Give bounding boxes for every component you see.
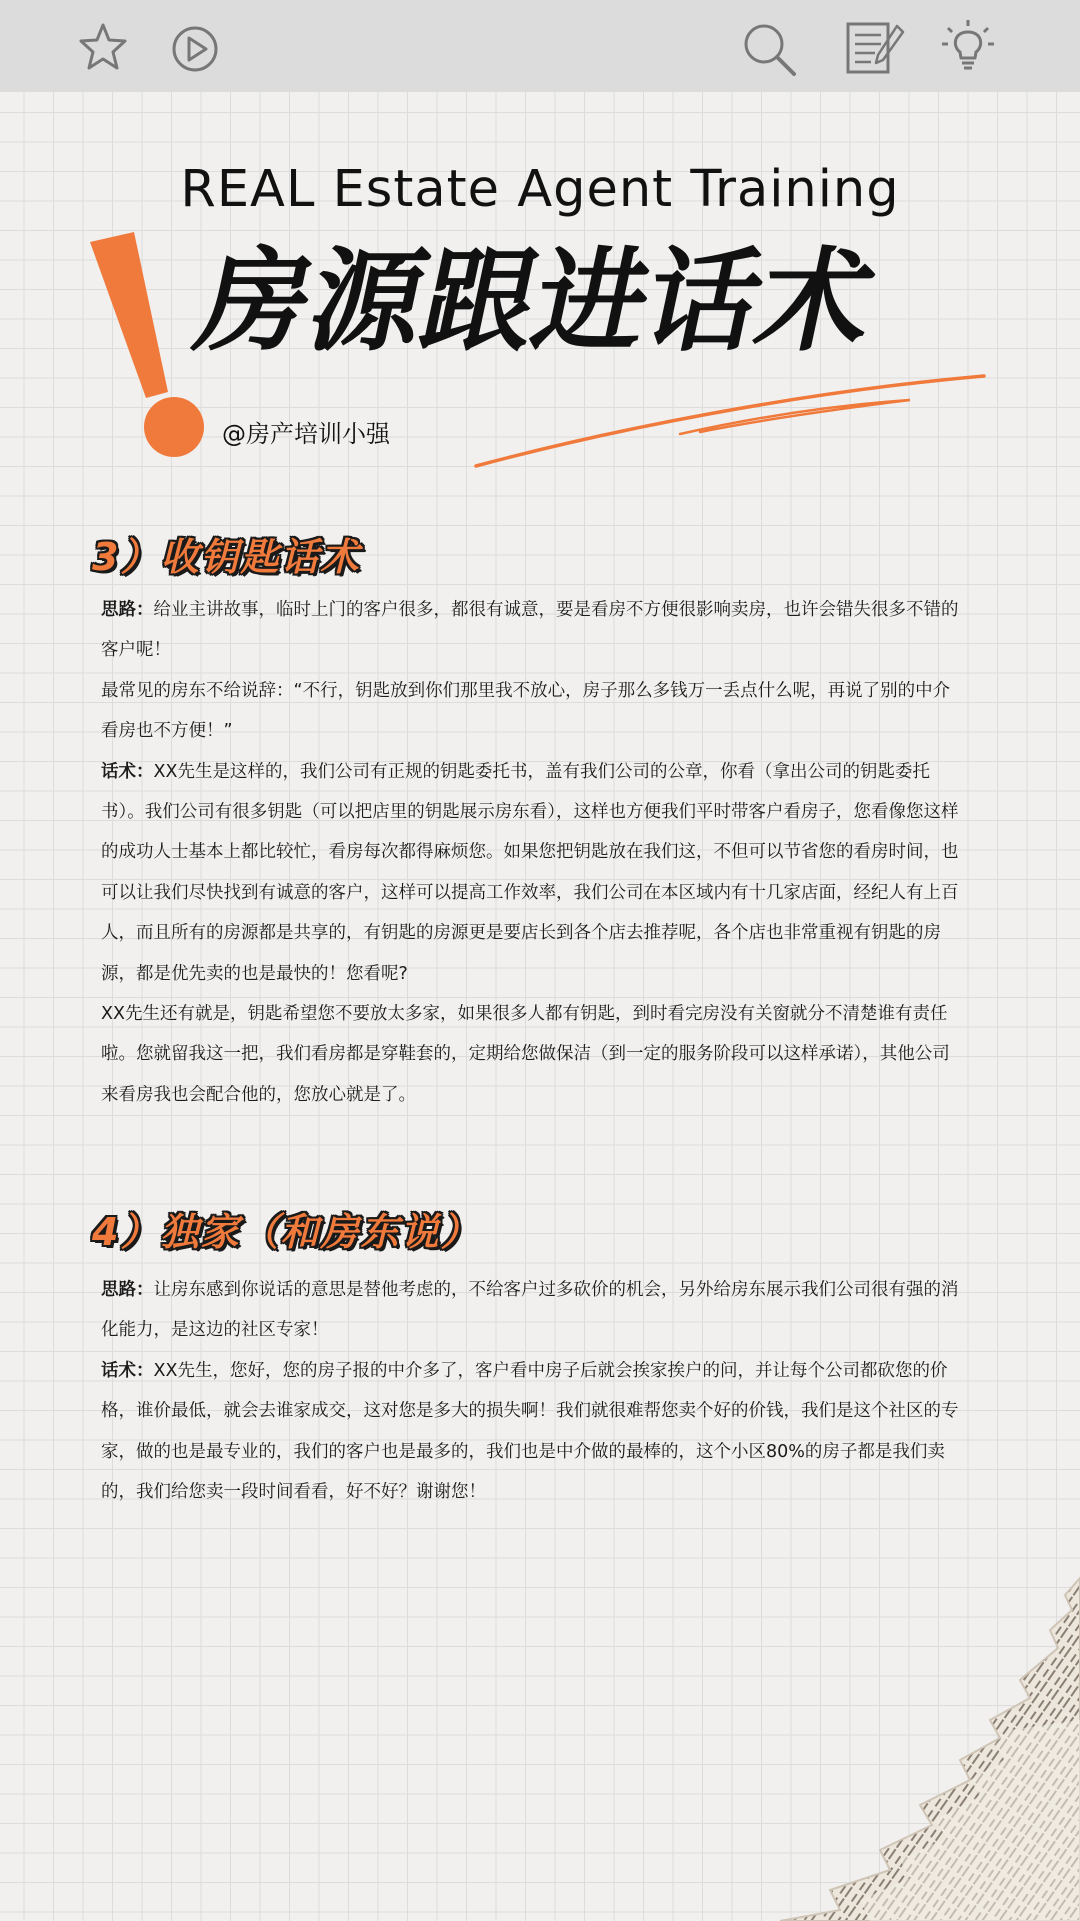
torn-newspaper-decoration — [720, 1570, 1080, 1921]
section3-title: 3）收钥匙话术 — [92, 535, 361, 579]
play-icon[interactable] — [170, 24, 220, 74]
search-icon[interactable] — [740, 20, 800, 80]
section3-body — [101, 590, 966, 1115]
script-label: 话术： — [101, 1360, 154, 1381]
top-toolbar — [0, 0, 1080, 92]
section3-script — [101, 752, 966, 994]
orange-underline-stroke — [470, 370, 990, 470]
section3-followup: XX先生还有就是，钥匙希望您不要放太多家，如果很多人都有钥匙，到时看完房没有关窗就分不清楚谁有责任啦。您就留我这一把，我们看房都是穿鞋套的，定期给您做保洁（到一定的服务阶段可以这样承诺），其他公司来看房我也会配合他的，您放心就是了。 — [101, 1004, 950, 1105]
notepad-icon[interactable] — [845, 20, 907, 76]
script-text: XX先生是这样的，我们公司有正规的钥匙委托书，盖有我们公司的公章，你看（拿出公司的钥匙委托书）。我们公司有很多钥匙（可以把店里的钥匙展示房东看），这样也方便我们平时带客户看房子，您看像您这样的成功人士基本上都比较忙，看房每次都得麻烦您。如果您把钥匙放在我们这，不但可以节省您的看房时间，也可以让我们尽快找到有诚意的客户，这样可以提高工作效率，我们公司在本区域内有十几家店面，经纪人有上百人，而且所有的房源都是共享的，有钥匙的房源更是要店长到各个店去推荐呢，各个店也非常重视有钥匙的房源，都是优先卖的也是最快的！您看呢? — [101, 761, 959, 984]
idea-text: 让房东感到你说话的意思是替他考虑的，不给客户过多砍价的机会，另外给房东展示我们公司很有强的消化能力，是这边的社区专家！ — [101, 1280, 959, 1341]
idea-label: 思路： — [101, 600, 154, 620]
section4-body — [101, 1270, 966, 1512]
section4-title: 4）独家（和房东说） — [92, 1210, 481, 1254]
title-chinese: 房源跟进话术 — [186, 237, 886, 367]
section3-idea — [101, 590, 966, 671]
author-handle: @房产培训小强 — [222, 420, 390, 448]
section3-objection: 最常见的房东不给说辞：“不行，钥匙放到你们那里我不放心，房子那么多钱万一丢点什么呢，再说了别的中介看房也不方便！” — [101, 680, 951, 742]
star-icon[interactable] — [78, 22, 128, 72]
script-label: 话术： — [101, 761, 154, 782]
idea-label: 思路： — [101, 1280, 154, 1300]
section4-script — [101, 1351, 966, 1513]
title-english: REAL Estate Agent Training — [180, 160, 900, 219]
script-text: XX先生，您好，您的房子报的中介多了，客户看中房子后就会挨家挨户的问，并让每个公司都砍您的价格，谁价最低，就会去谁家成交，这对您是多大的损失啊！我们就很难帮您卖个好的价钱，我们是这个社区的专家，做的也是最专业的，我们的客户也是最多的，我们也是中介做的最棒的，这个小区80%的房子都是我们卖的，我们给您卖一段时间看看，好不好？谢谢您！ — [101, 1360, 959, 1503]
lightbulb-icon[interactable] — [940, 18, 996, 74]
section4-idea — [101, 1270, 966, 1351]
idea-text: 给业主讲故事，临时上门的客户很多，都很有诚意，要是看房不方便很影响卖房，也许会错失很多不错的客户呢！ — [101, 600, 959, 661]
